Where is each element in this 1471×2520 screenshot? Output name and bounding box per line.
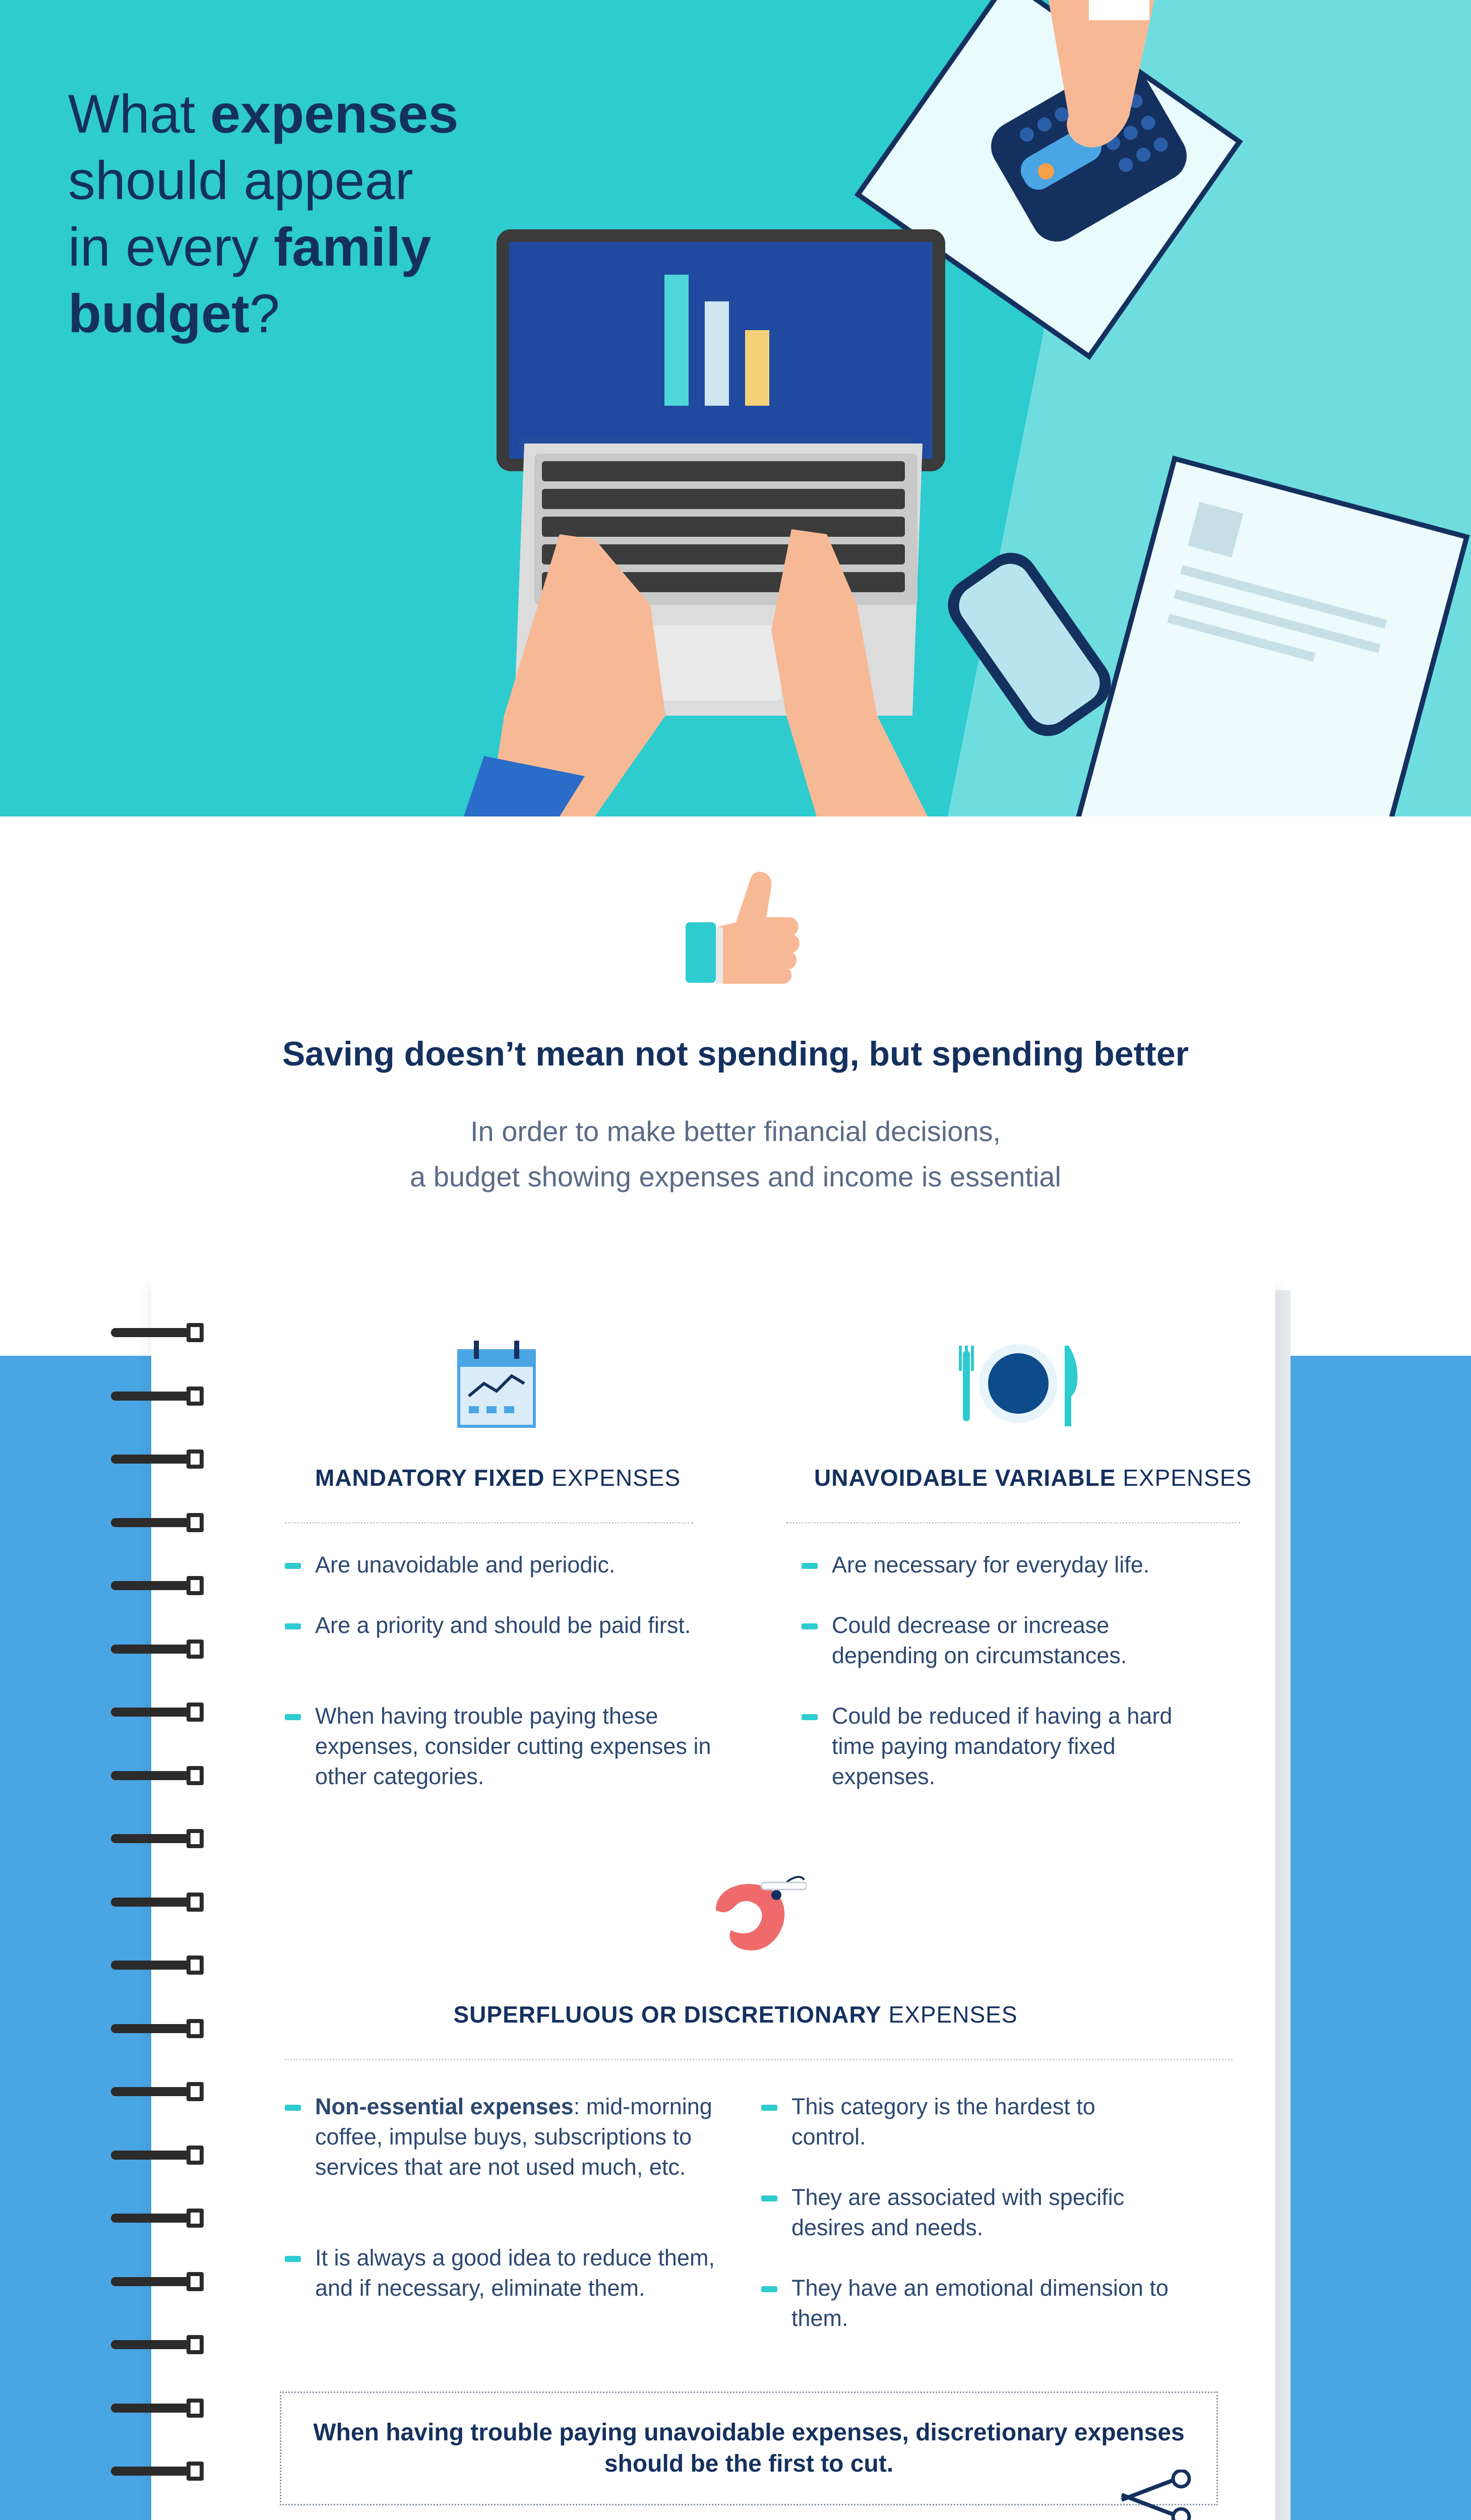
list-item: When having trouble paying these expenses, consider cutting expenses in other categories. [315, 1701, 713, 1792]
spiral-ring [111, 2462, 202, 2482]
plate-cutlery-icon [958, 1336, 1084, 1436]
spiral-ring [111, 1640, 202, 1660]
discretionary-title: SUPERFLUOUS OR DISCRETIONARY EXPENSES [453, 2001, 1018, 2028]
divider [285, 2059, 1233, 2060]
list-item: Non-essential expenses: mid-morning coffee, impulse buys, subscriptions to services that are not used much, etc. [315, 2092, 769, 2182]
spiral-ring [111, 2272, 202, 2292]
tip-note-box [280, 2391, 1218, 2505]
list-item: Are necessary for everyday life. [832, 1550, 1230, 1580]
hero-title: What expenses should appear in every family budget? [68, 83, 459, 344]
spiral-ring [111, 1387, 202, 1407]
spiral-ring [111, 2146, 202, 2166]
saving-subtitle: In order to make better financial decisions, a budget showing expenses and income is essential [410, 1115, 1061, 1192]
list-item: It is always a good idea to reduce them, and if necessary, eliminate them. [315, 2243, 728, 2303]
list-item: Are a priority and should be paid first. [315, 1610, 713, 1641]
calendar-icon [449, 1336, 544, 1436]
list-item: Are unavoidable and periodic. [315, 1550, 713, 1580]
shrimp-icon [696, 1865, 807, 1966]
spiral-ring [111, 1450, 202, 1470]
spiral-ring [111, 1703, 202, 1723]
spiral-ring [111, 2209, 202, 2229]
saving-heading: Saving doesn’t mean not spending, but spending better [282, 1035, 1189, 1073]
spiral-ring [111, 2082, 202, 2102]
spiral-ring [111, 1766, 202, 1786]
spiral-ring [111, 2335, 202, 2355]
tip-note-text: When having trouble paying unavoidable expenses, discretionary expenses should be the first to cut. [313, 2419, 1185, 2477]
spiral-ring [111, 1576, 202, 1596]
thumbs-up-icon [676, 867, 807, 998]
spiral-ring [111, 1829, 202, 1849]
spiral-ring [111, 1956, 202, 1976]
unavoidable-variable-title: UNAVOIDABLE VARIABLE EXPENSES [814, 1465, 1252, 1491]
hero-banner [0, 0, 1471, 816]
list-item: This category is the hardest to control. [791, 2092, 1175, 2152]
spiral-ring [111, 2399, 202, 2419]
spiral-ring [111, 1893, 202, 1913]
list-item: They have an emotional dimension to them. [791, 2273, 1175, 2334]
list-item: Could decrease or increase depending on circumstances. [832, 1610, 1215, 1671]
divider [786, 1522, 1240, 1524]
spiral-ring [111, 1323, 202, 1343]
list-item: They are associated with specific desires and needs. [791, 2182, 1175, 2243]
divider [285, 1522, 693, 1524]
spiral-ring [111, 1513, 202, 1533]
mandatory-fixed-title: MANDATORY FIXED EXPENSES [315, 1465, 681, 1491]
list-item: Could be reduced if having a hard time paying mandatory fixed expenses. [832, 1701, 1215, 1792]
scissors-icon [1117, 2470, 1197, 2520]
